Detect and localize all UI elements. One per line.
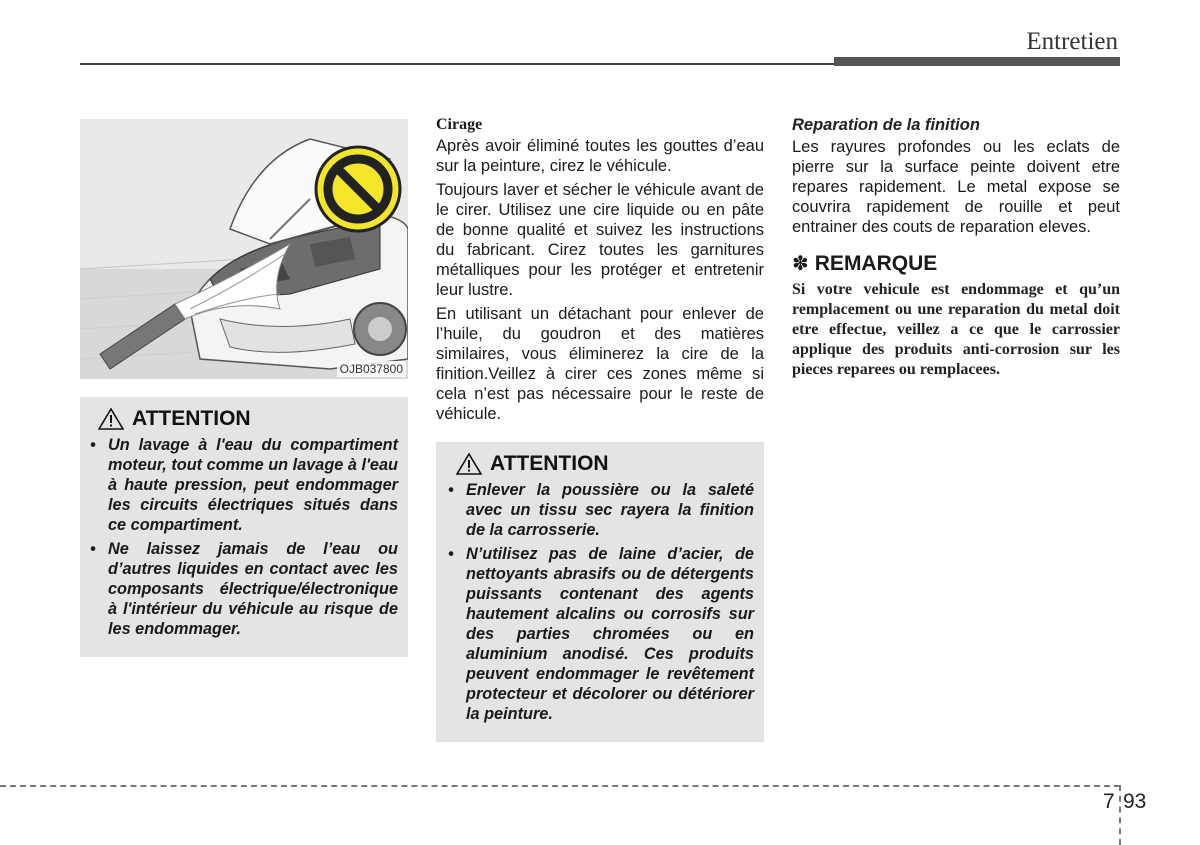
attention-item-text: Un lavage à l'eau du compartiment moteur, tout comme un lavage à l'eau à haute pression, peut endommager les circuits électriques situés dans ce compartiment. — [108, 436, 398, 534]
attention-item — [448, 544, 754, 724]
attention-heading — [90, 407, 398, 431]
cirage-paragraph: Toujours laver et sécher le véhicule avant de le cirer. Utilisez une cire liquide ou en pâte de bonne qualité et suivez les instructions du fabricant. Cirez toutes les garnitures métalliques pour les protéger et entretenir leur lustre. — [436, 181, 764, 299]
remarque-star-icon: ✽ — [792, 253, 809, 275]
attention-item-text: Enlever la poussière ou la saleté avec un tissu sec rayera la finition de la carrosserie. — [466, 481, 754, 539]
car-hood-open-illustration — [80, 119, 408, 379]
attention-box-finish — [436, 442, 764, 742]
left-column — [80, 119, 408, 657]
bullet: • — [448, 481, 454, 499]
remarque-heading-text: REMARQUE — [814, 251, 938, 275]
attention-item — [448, 480, 754, 540]
chapter-number: 7 — [1103, 790, 1115, 813]
warning-triangle-icon — [98, 408, 124, 430]
middle-column — [436, 116, 764, 742]
cirage-paragraph: En utilisant un détachant pour enlever de l’huile, du goudron et des matières similaires, vous éliminerez la cire de la finition.Veillez à cirer ces zones même si cela n’est pas nécessaire pour le reste de véhicule. — [436, 305, 764, 423]
attention-item — [90, 435, 398, 535]
figure-code: OJB037800 — [337, 361, 406, 377]
warning-triangle-icon — [456, 453, 482, 475]
attention-list — [448, 480, 754, 724]
attention-box-engine — [80, 397, 408, 657]
attention-item-text: Ne laissez jamais de l’eau ou d’autres liquides en contact avec les composants électrique/électronique à l'intérieur du véhicule au risque de les endommager. — [108, 540, 398, 638]
section-title-reparation: Reparation de la finition — [792, 116, 980, 134]
reparation-paragraph: Les rayures profondes ou les eclats de pierre sur la surface peinte doivent etre repares rapidement. Le metal expose se couvrira rapidement de rouille et peut entrainer des couts de reparation eleves. — [792, 138, 1120, 236]
footer-divider — [1119, 785, 1121, 845]
attention-heading — [448, 452, 754, 476]
bullet: • — [90, 436, 96, 454]
right-column — [792, 116, 1120, 380]
bullet: • — [448, 545, 454, 563]
remarque-text: Si votre vehicule est endommage et qu’un remplacement ou une reparation du metal doit etre effectue, veillez a ce que le carrossier applique des produits anti-corrosion sur les pieces reparees ou remplacees. — [792, 281, 1120, 378]
attention-list — [90, 435, 398, 639]
header-rule-accent — [834, 57, 1120, 66]
attention-heading-text: ATTENTION — [490, 452, 609, 475]
cirage-paragraph: Après avoir éliminé toutes les gouttes d’eau sur la peinture, cirez le véhicule. — [436, 137, 764, 175]
remarque-heading — [792, 251, 1120, 276]
attention-heading-text: ATTENTION — [132, 407, 251, 430]
page-number: 93 — [1123, 790, 1147, 813]
footer-rule — [0, 785, 1120, 787]
bullet: • — [90, 540, 96, 558]
section-title-cirage: Cirage — [436, 116, 483, 133]
page-header-title: Entretien — [1026, 28, 1118, 55]
header-rule — [80, 63, 840, 65]
attention-item-text: N’utilisez pas de laine d’acier, de nettoyants abrasifs ou de détergents puissants contenant des agents hautement alcalins ou corrosifs sur des parties chromées ou en aluminium anodisé. Ces produits peuvent endommager le revêtement protecteur et décolorer ou détériorer la peinture. — [466, 545, 754, 723]
attention-item — [90, 539, 398, 639]
engine-wash-illustration — [80, 119, 408, 379]
